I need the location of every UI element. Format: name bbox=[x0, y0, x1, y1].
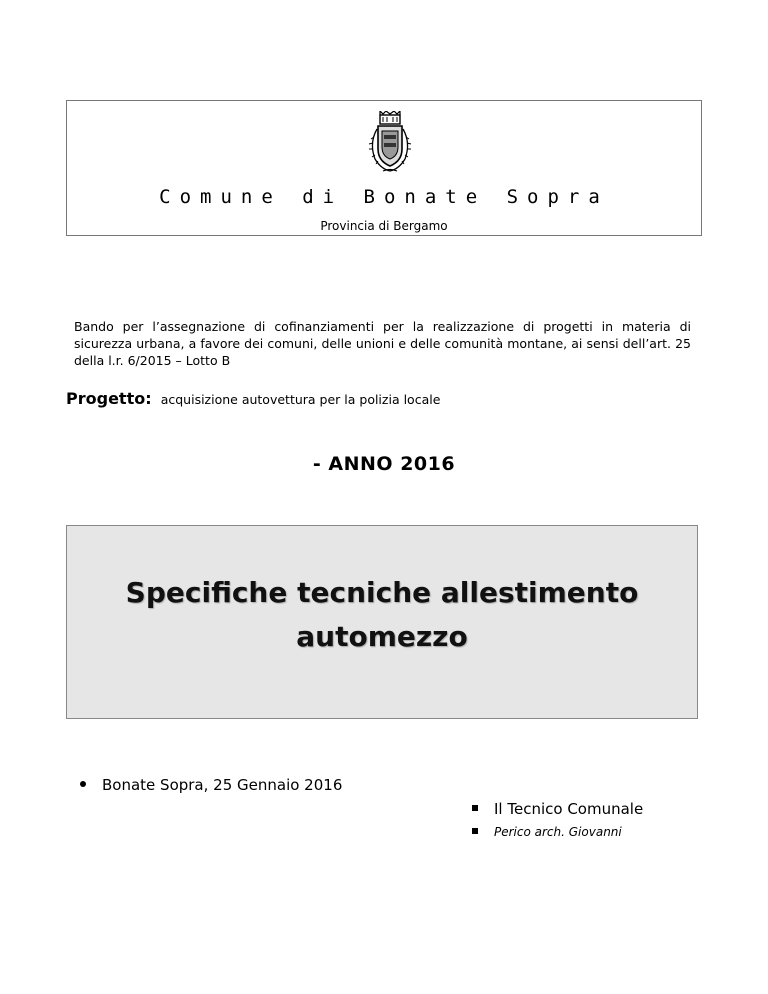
signer-name: Perico arch. Giovanni bbox=[494, 825, 622, 839]
place-date-text: Bonate Sopra, 25 Gennaio 2016 bbox=[102, 776, 343, 794]
signer-role: Il Tecnico Comunale bbox=[494, 800, 644, 818]
progetto-text: acquisizione autovettura per la polizia locale bbox=[160, 392, 441, 407]
spec-title-box bbox=[66, 525, 698, 719]
progetto-line bbox=[66, 389, 440, 408]
header-box bbox=[66, 100, 702, 236]
progetto-label: Progetto: bbox=[66, 389, 152, 408]
bullet-icon bbox=[80, 781, 86, 787]
square-bullet-icon bbox=[472, 828, 478, 834]
bando-description: Bando per l’assegnazione di cofinanziamenti per la realizzazione di progetti in materia di sicurezza urbana, a favore dei comuni, delle unioni e delle comunità montane, ai sensi dell’art. 25 della l.r. 6/2015 – Lotto B bbox=[74, 319, 691, 368]
signer-role-line bbox=[472, 800, 643, 818]
spec-title-line-2: automezzo bbox=[296, 620, 468, 653]
place-date bbox=[80, 776, 342, 794]
provincia-label: Provincia di Bergamo bbox=[320, 219, 448, 233]
spec-title bbox=[126, 571, 639, 659]
square-bullet-icon bbox=[472, 805, 478, 811]
anno-heading: - ANNO 2016 bbox=[312, 453, 456, 475]
signer-name-line bbox=[472, 825, 622, 839]
spec-title-line-1: Specifiche tecniche allestimento bbox=[125, 576, 639, 609]
comune-title: Comune di Bonate Sopra bbox=[159, 186, 609, 208]
coat-of-arms-icon bbox=[367, 111, 413, 175]
